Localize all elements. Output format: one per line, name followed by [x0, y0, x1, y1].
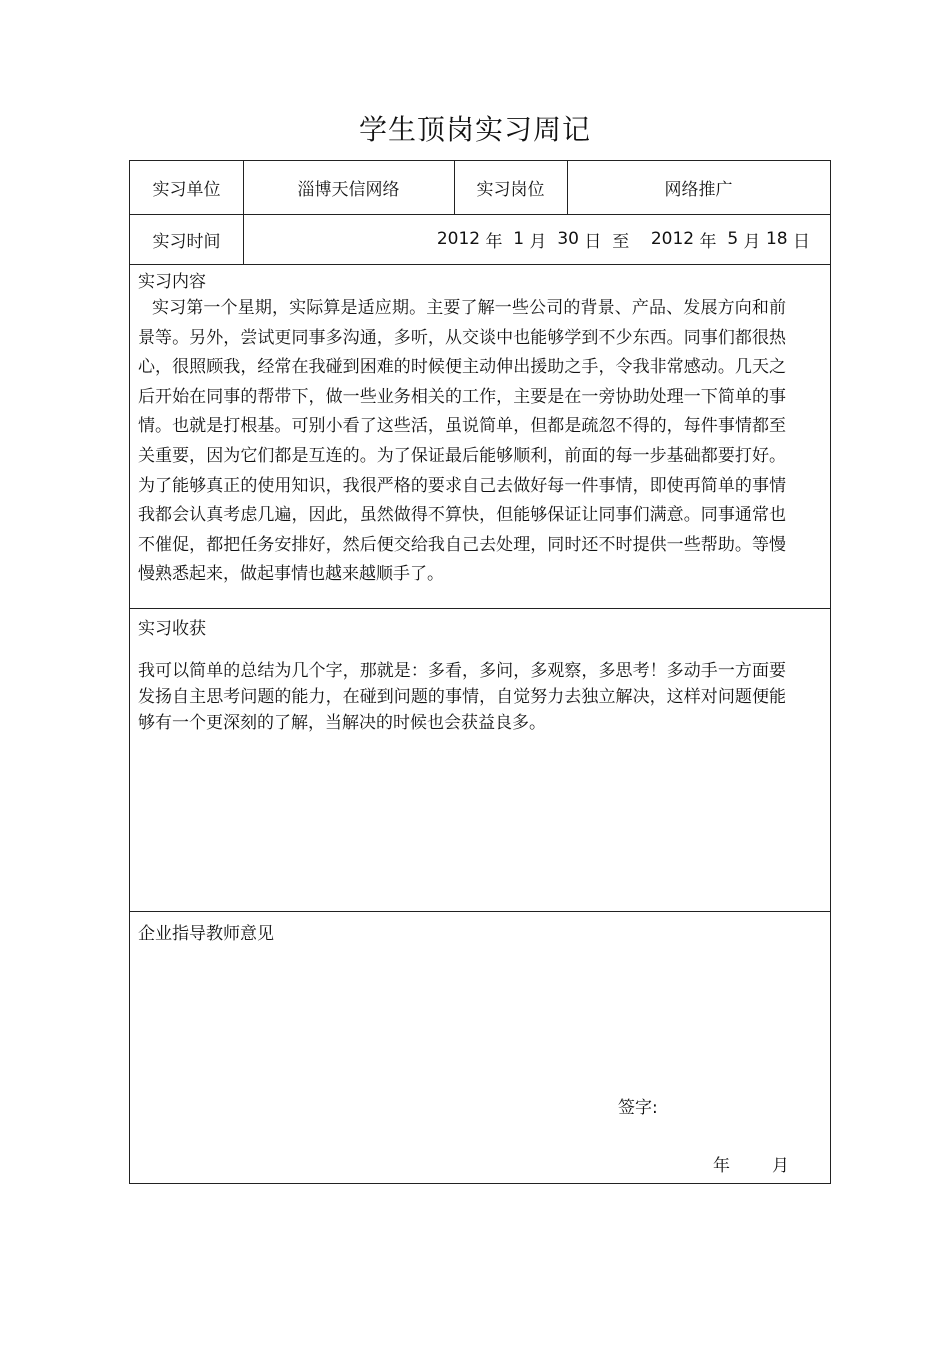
end-day: 18	[765, 229, 788, 249]
internship-date-range	[390, 213, 810, 265]
row-divider	[130, 608, 830, 609]
start-day: 30	[557, 229, 579, 249]
end-month: 5	[727, 229, 739, 249]
unit-value: 淄博天信网络	[297, 180, 400, 200]
sign-month-char: 月	[772, 1156, 789, 1176]
month-char: 月	[743, 231, 761, 252]
to-char: 至	[612, 231, 630, 252]
content-label: 实习内容	[138, 272, 206, 292]
time-label: 实习时间	[152, 231, 221, 252]
position-value: 网络推广	[664, 180, 733, 200]
row-divider	[130, 911, 830, 912]
gains-label: 实习收获	[138, 619, 206, 639]
year-char: 年	[699, 231, 717, 252]
col-divider	[243, 214, 244, 264]
unit-label: 实习单位	[152, 180, 221, 200]
journal-table	[129, 160, 831, 1184]
content-text: 实习第一个星期，实际算是适应期。主要了解一些公司的背景、产品、发展方向和前景等。另外，尝试更同事多沟通，多听，从交谈中也能够学到不少东西。同事们都很热心，很照顾我，经常在我碰到困难的时候便主动伸出援助之手，令我非常感动。几天之后开始在同事的帮带下，做一些业务相关的工作，主要是在一旁协助处理一下简单的事情。也就是打根基。可别小看了这些活，虽说简单，但都是疏忽不得的，每件事情都至关重要，因为它们都是互连的。为了保证最后能够顺利，前面的每一步基础都要打好。为了能够真正的使用知识，我很严格的要求自己去做好每一件事情，即使再简单的事情我都会认真考虑几遍，因此，虽然做得不算快，但能够保证让同事们满意。同事通常也不催促，都把任务安排好，然后便交给我自己去处理，同时还不时提供一些帮助。等慢慢熟悉起来，做起事情也越来越顺手了。	[138, 298, 786, 585]
month-char: 月	[529, 231, 547, 252]
year-char: 年	[485, 231, 503, 252]
signature-label: 签字:	[618, 1098, 658, 1118]
page-title: 学生顶岗实习周记	[358, 113, 591, 146]
position-label: 实习岗位	[476, 180, 545, 200]
opinion-label: 企业指导教师意见	[138, 924, 274, 944]
day-char: 日	[584, 231, 602, 252]
gains-text: 我可以简单的总结为几个字，那就是：多看，多问，多观察，多思考！多动手一方面要发扬自主思考问题的能力，在碰到问题的事情，自觉努力去独立解决，这样对问题便能够有一个更深刻的了解，当解决的时候也会获益良多。	[138, 661, 786, 733]
end-year: 2012	[650, 229, 695, 249]
start-month: 1	[513, 229, 525, 249]
start-year: 2012	[436, 229, 481, 249]
day-char: 日	[793, 231, 810, 252]
sign-year-char: 年	[713, 1156, 730, 1176]
